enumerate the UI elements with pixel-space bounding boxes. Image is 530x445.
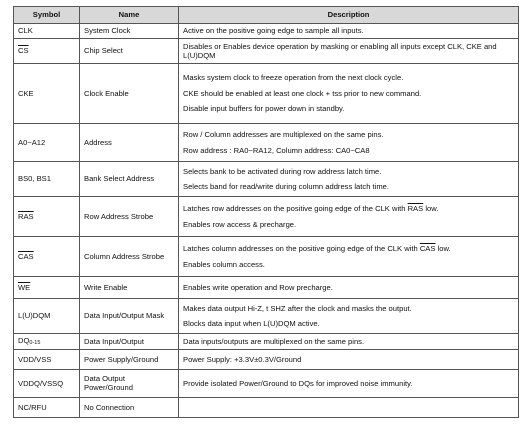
name-cell: Clock Enable (80, 64, 179, 124)
description-line: Data inputs/outputs are multiplexed on the same pins. (183, 336, 365, 346)
pin-description-table (13, 6, 519, 418)
name-cell: Bank Select Address (80, 162, 179, 197)
table-row (14, 397, 519, 417)
description-cell (179, 64, 519, 124)
name-cell: Address (80, 124, 179, 162)
table-row (14, 24, 519, 39)
table-row (14, 64, 519, 124)
description-line (183, 204, 514, 213)
description-line: Masks system clock to freeze operation from the next clock cycle. (183, 73, 404, 83)
symbol-overline-text: $\overline{RAS}$ (18, 211, 34, 221)
description-cell (179, 237, 519, 277)
table-row (14, 349, 519, 369)
description-text: low. (423, 204, 439, 214)
name-cell: Write Enable (80, 277, 179, 299)
description-line: Row / Column addresses are multiplexed on the same pins. (183, 130, 384, 140)
symbol-cell (14, 334, 80, 350)
description-cell (179, 277, 519, 299)
header-symbol: Symbol (14, 7, 80, 24)
description-line: Row address : RA0~RA12, Column address: CA0~CA8 (183, 145, 370, 155)
description-cell (179, 24, 519, 39)
symbol-subscript: 0-15 (29, 340, 41, 346)
description-line: Provide isolated Power/Ground to DQs for improved noise immunity. (183, 378, 413, 388)
table-row (14, 299, 519, 334)
name-cell: Data Output Power/Ground (80, 369, 179, 397)
symbol-cell (14, 197, 80, 237)
name-cell: Data Input/Output (80, 334, 179, 350)
description-line: Disables or Enables device operation by masking or enabling all inputs except CLK, CKE and L(U)DQM (183, 41, 497, 60)
name-cell: Data Input/Output Mask (80, 299, 179, 334)
description-line: Selects bank to be activated during row address latch time. (183, 166, 382, 176)
symbol-cell (14, 277, 80, 299)
table-row (14, 237, 519, 277)
description-line: Enables row access & precharge. (183, 219, 297, 229)
name-cell: Power Supply/Ground (80, 349, 179, 369)
table-row (14, 369, 519, 397)
table-row (14, 334, 519, 350)
symbol-cell: CLK (14, 24, 80, 39)
description-line: Power Supply: +3.3V±0.3V/Ground (183, 354, 302, 364)
table-row (14, 197, 519, 237)
table-row (14, 162, 519, 197)
description-overline-text: $\overline{CAS}$ (419, 244, 436, 254)
description-line: Blocks data input when L(U)DQM active. (183, 319, 320, 328)
description-cell (179, 39, 519, 64)
description-line: Makes data output Hi-Z, t SHZ after the clock and masks the output. (183, 303, 412, 313)
symbol-overline-text: $\overline{WE}$ (18, 282, 31, 292)
name-cell: System Clock (80, 24, 179, 39)
description-cell (179, 369, 519, 397)
description-text: low. (435, 244, 451, 254)
description-line: Selects band for read/write during column address latch time. (183, 182, 389, 191)
header-description: Description (179, 7, 519, 24)
symbol-overline-text: $\overline{CS}$ (18, 46, 29, 56)
description-cell (179, 197, 519, 237)
name-cell: Chip Select (80, 39, 179, 64)
symbol-cell (14, 237, 80, 277)
description-line: CKE should be enabled at least one clock + tss prior to new command. (183, 88, 422, 98)
name-cell: Column Address Strobe (80, 237, 179, 277)
description-cell (179, 162, 519, 197)
symbol-cell: NC/RFU (14, 397, 80, 417)
symbol-cell: A0~A12 (14, 124, 80, 162)
description-line: Enables column access. (183, 259, 265, 269)
symbol-cell: VDDQ/VSSQ (14, 369, 80, 397)
symbol-cell (14, 39, 80, 64)
description-text: Latches row addresses on the positive going edge of the CLK with (183, 204, 408, 214)
description-overline-text: $\overline{RAS}$ (407, 204, 424, 214)
symbol-cell: CKE (14, 64, 80, 124)
description-cell (179, 349, 519, 369)
symbol-text: DQ (18, 336, 30, 345)
table-header-row (14, 7, 519, 24)
name-cell: No Connection (80, 397, 179, 417)
table-row (14, 277, 519, 299)
header-name: Name (80, 7, 179, 24)
description-line: Active on the positive going edge to sample all inputs. (183, 26, 364, 36)
description-line: Enables write operation and Row precharge. (183, 282, 333, 292)
symbol-cell: VDD/VSS (14, 349, 80, 369)
table-row (14, 39, 519, 64)
name-cell: Row Address Strobe (80, 197, 179, 237)
description-cell (179, 299, 519, 334)
pin-description-table-wrapper (13, 6, 519, 418)
symbol-cell: L(U)DQM (14, 299, 80, 334)
symbol-overline-text: $\overline{CAS}$ (18, 251, 34, 261)
description-cell (179, 124, 519, 162)
description-cell (179, 334, 519, 350)
table-row (14, 124, 519, 162)
description-line (183, 244, 514, 253)
description-line: Disable input buffers for power down in standby. (183, 104, 345, 114)
description-cell (179, 397, 519, 417)
description-text: Latches column addresses on the positive going edge of the CLK with (183, 244, 420, 254)
symbol-cell: BS0, BS1 (14, 162, 80, 197)
